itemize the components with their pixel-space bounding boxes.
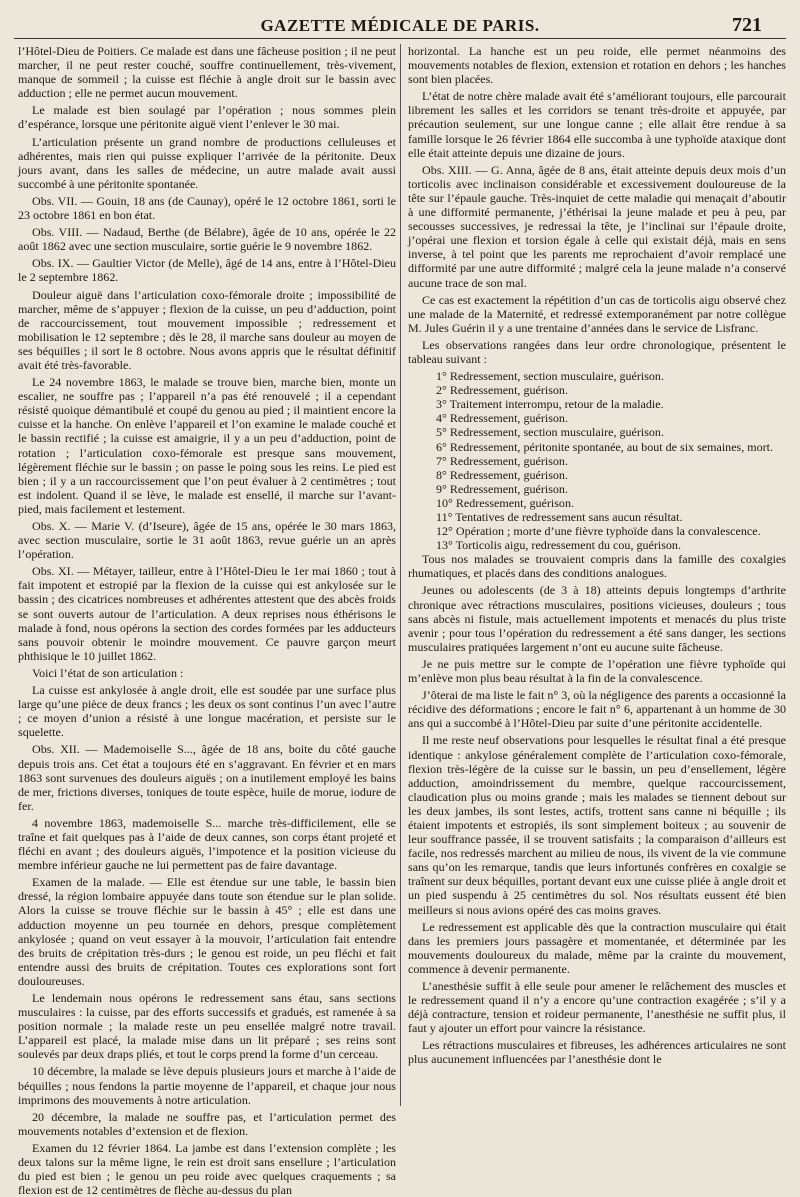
list-item: 4° Redressement, guérison. [436, 411, 568, 426]
list-item: 13° Torticolis aigu, redressement du cou, guérison. [436, 538, 681, 553]
header-rule [14, 38, 786, 39]
paragraph: Le redressement est applicable dès que la contraction musculaire qui était dans les premiers jours passagère et momentanée, et déterminée par les mouvements douloureux du malade, même par la crainte du mouvement, commence à devenir permanente. [408, 919, 786, 976]
right-column [408, 44, 786, 1108]
paragraph: Examen du 12 février 1864. La jambe est dans l’extension complète ; les deux talons sur la même ligne, le rein est droit sans ensellure ; l’articulation du pied est bien ; le genou un peu roide avec quelques craquements ; sa flexion est de 12 centimètres de flèche au-dessus du plan [18, 1140, 396, 1197]
running-head: GAZETTE MÉDICALE DE PARIS. [260, 16, 540, 35]
page-number: 721 [732, 14, 762, 36]
list-item: 5° Redressement, section musculaire, guérison. [436, 425, 664, 440]
paragraph: Voici l’état de son articulation : [32, 665, 184, 680]
list-item: 12° Opération ; morte d’une fièvre typhoïde dans la convalescence. [436, 524, 761, 539]
paragraph: Douleur aiguë dans l’articulation coxo-fémorale droite ; impossibilité de marcher, même de s’appuyer ; flexion de la cuisse, un peu d’adduction, point de raccourcissement, tout mouvement impossible ; redressement et mobilisation le 12 septembre ; dès le 28, il marche sans douleur au moyen de ses béquilles ; il sort le 8 octobre. Nous avons appris que le résultat définitif avait été très-favorable. [18, 287, 396, 372]
paragraph: L’état de notre chère malade avait été s’améliorant toujours, elle parcourait librement les salles et les corridors se tenant très-droite et appuyée, par précaution seulement, sur une longue canne ; elle allait être rendue à sa famille lorsque le 26 février 1864 elle succomba à une typhoïde ataxique dont elle était atteinte depuis une dizaine de jours. [408, 89, 786, 160]
observation-paragraph: Obs. VII. — Gouin, 18 ans (de Caunay), opéré le 12 octobre 1861, sorti le 23 octobre 1861 en bon état. [18, 193, 396, 223]
paragraph: l’Hôtel-Dieu de Poitiers. Ce malade est dans une fâcheuse position ; il ne peut marcher, il ne peut rester couché, souffre continuellement, très-vivement, manque de sommeil ; la cuisse est fléchie à angle droit sur le bassin avec adduction ; elle ne permet aucun mouvement. [18, 44, 396, 101]
paragraph: La cuisse est ankylosée à angle droit, elle est soudée par une surface plus large qu’une pièce de deux francs ; les deux os sont continus l’un avec l’autre ; ce moyen d’union a résisté à une longue macération, et persiste sur le squelette. [18, 683, 396, 740]
paragraph: Il me reste neuf observations pour lesquelles le résultat final a été presque identique : ankylose généralement complète de l’articulation coxo-fémorale, flexion très-légère de la cuisse sur le bassin, un peu d’ensellement, légère adduction, amoindrissement du membre, quelque raccourcissement, claudication plus ou moins grande ; mais les malades se tiennent debout sur les deux jambes, ils sont lestes, actifs, trottent sans canne ni béquille ; ils étaient impotents et estropiés, ils sont simplement boiteux ; au souvenir de leur souffrance passée, il se trouvent satisfaits ; la comparaison d’ailleurs est facile, nos redressés marchent au milieu de nous, ils vivent de la vie commune sans qu’on les remarque, tandis que leurs infortunés confrères en coxalgie se traînent sur deux béquilles, portant devant eux une cuisse pliée à angle droit et un pied suspendu à 25 centimètres du sol. Nos résultats eussent été bien meilleurs si nous avions opéré des cas moins graves. [408, 733, 786, 917]
list-item: 1° Redressement, section musculaire, guérison. [436, 369, 664, 384]
paragraph: 10 décembre, la malade se lève depuis plusieurs jours et marche à l’aide de béquilles ; nous fendons la partie moyenne de l’appareil, et chaque jour nous imprimons des mouvements à notre articulation. [18, 1064, 396, 1107]
page-header [0, 14, 800, 40]
list-item: 2° Redressement, guérison. [436, 383, 568, 398]
paragraph: Ce cas est exactement la répétition d’un cas de torticolis aigu observé chez une malade de la Maternité, et redressé extemporanément par notre collègue M. Jules Guérin il y a une trentaine d’années dans le service de Lisfranc. [408, 292, 786, 335]
paragraph: Examen de la malade. — Elle est étendue sur une table, le bassin bien dressé, la région lombaire appuyée dans toute son étendue sur le plan solide. Alors la cuisse se trouve fléchie sur le bassin à 45° ; elle est dans une adduction moyenne un peu tournée en dehors, presque complètement ankylosée ; quand on veut essayer à la mouvoir, l’articulation fait entendre des bruits de crépitation très-durs ; le genou est roide, un peu fléchi et fait entendre aussi des bruits de crépitation. Toutes ces explorations sont fort douloureuses. [18, 875, 396, 988]
paragraph: Jeunes ou adolescents (de 3 à 18) atteints depuis longtemps d’arthrite chronique avec rétractions musculaires, positions vicieuses, douleurs ; tous sans abcès ni fistule, mais actuellement impotents et menacés du plus triste avenir ; pour tous l’opération du redressement a été sans danger, les sections musculaires pratiquées largement n’ont eu aucune suite fâcheuse. [408, 583, 786, 654]
list-item: 7° Redressement, guérison. [436, 453, 568, 468]
results-list [408, 369, 786, 552]
paragraph: L’articulation présente un grand nombre de productions celluleuses et adhérentes, mais rien qui puisse expliquer l’arrivée de la péritonite. Deux jours avant, dans les salles de médecine, un autre malade avait aussi succombé à une péritonite spontanée. [18, 134, 396, 191]
paragraph: 20 décembre, la malade ne souffre pas, et l’articulation permet des mouvements notables d’extension et de flexion. [18, 1109, 396, 1138]
paragraph: Le 24 novembre 1863, le malade se trouve bien, marche bien, monte un escalier, ne souffre pas ; l’appareil n’a pas été renouvelé ; il a cependant résisté quoique démantibulé et coupé du genou au pied ; il maintient encore la cuisse et la hanche. On enlève l’appareil et l’on examine le malade couché et le bassin rectifié ; la cuisse est amaigrie, il y a un peu d’adduction, point de rotation ; l’articulation coxo-fémorale est presque sans mouvement, légèrement fléchie sur le bassin ; on passe le poing sous les reins. Le pied est bien ; il y a un raccourcissement que l’on peut évaluer à 2 centimètres ; tout est indolent. Quand il se lève, le malade est ensellé, il marche sur l’avant-pied, mais facilement et lestement. [18, 375, 396, 516]
list-item: 8° Redressement, guérison. [436, 467, 568, 482]
column-divider [400, 44, 401, 1106]
paragraph: 4 novembre 1863, mademoiselle S... marche très-difficilement, elle se traîne et fait quelques pas à l’aide de deux cannes, son corps étant projeté et fléchi en avant ; des douleurs aiguës, l’impotence et la position vicieuse du membre inférieur gauche ne lui permettent pas de faire davantage. [18, 815, 396, 873]
paragraph: Le malade est bien soulagé par l’opération ; nous sommes plein d’espérance, lorsque une péritonite aiguë vient l’enlever le 30 mai. [18, 103, 396, 132]
paragraph: horizontal. La hanche est un peu roide, elle permet néanmoins des mouvements notables de flexion, extension et rotation en dehors ; les hanches sont bien placées. [408, 44, 786, 87]
paragraph: Le lendemain nous opérons le redressement sans étau, sans sections musculaires : la cuisse, par des efforts successifs et gradués, est ramenée à sa position normale ; la malade reste un peu ensellée malgré notre travail. L’appareil est placé, la malade mise dans un lit préparé ; ses reins sont soulevés par deux draps pliés, et tout le corps prend la forme d’un cerceau. [18, 991, 396, 1062]
paragraph: Les rétractions musculaires et fibreuses, les adhérences articulaires ne sont plus aucunement influencées par l’anesthésie dont le [408, 1038, 786, 1067]
left-column [18, 44, 396, 1197]
paragraph: Je ne puis mettre sur le compte de l’opération une fièvre typhoïde qui m’enlève mon plus beau résultat à la fin de la convalescence. [408, 656, 786, 686]
observation-paragraph: Obs. XII. — Mademoiselle S..., âgée de 18 ans, boite du côté gauche depuis trois ans. Cet état a toujours été en s’aggravant. En février et en mars 1863 sont survenues des douleurs aiguës ; on a inutilement employé les bains de mer, frictions diverses, toniques de toute espèce, huile de morue, iodure de fer. [18, 742, 396, 813]
observation-paragraph: Obs. XI. — Métayer, tailleur, entre à l’Hôtel-Dieu le 1er mai 1860 ; tout à fait impotent et estropié par la flexion de la cuisse qui est ankylosée sur le bassin ; des cicatrices nombreuses et adhérentes attestent que des abcès froids se sont ouverts autour de l’articulation. A deux reprises nous éthérisons le malade à fond, nous opérons la section des cordes formées par les adducteurs sans pouvoir obtenir le moindre mouvement. Ce pauvre garçon meurt phthisique le 10 juillet 1862. [18, 564, 396, 663]
paragraph: L’anesthésie suffit à elle seule pour amener le relâchement des muscles et le redressement quand il n’y a encore qu’une contraction exagérée ; s’il y a déjà contracture, tension et roideur permanente, l’anesthésie ne suffit plus, il faut y ajouter un effort pour vaincre la résistance. [408, 979, 786, 1036]
list-item: 10° Redressement, guérison. [436, 495, 574, 510]
observation-paragraph: Obs. VIII. — Nadaud, Berthe (de Bélabre), âgée de 10 ans, opérée le 22 août 1862 avec une section musculaire, sortie guérie le 9 novembre 1862. [18, 225, 396, 254]
observation-paragraph: Obs. IX. — Gaultier Victor (de Melle), âgé de 14 ans, entre à l’Hôtel-Dieu le 2 septembre 1862. [18, 256, 396, 285]
paragraph: J’ôterai de ma liste le fait n° 3, où la négligence des parents a occasionné la récidive des déformations ; encore le fait n° 6, appartenant à un homme de 30 ans qui a succombé à l’Hôtel-Dieu par suite d’une péritonite accidentelle. [408, 688, 786, 731]
observation-paragraph: Obs. X. — Marie V. (d’Iseure), âgée de 15 ans, opérée le 30 mars 1863, avec section musculaire, sortie le 31 août 1863, revue guérie un an après l’opération. [18, 519, 396, 562]
list-item: 9° Redressement, guérison. [436, 481, 568, 496]
list-item: 3° Traitement interrompu, retour de la maladie. [436, 397, 664, 412]
list-item: 6° Redressement, péritonite spontanée, au bout de six semaines, mort. [436, 439, 774, 454]
observation-paragraph: Obs. XIII. — G. Anna, âgée de 8 ans, était atteinte depuis deux mois d’un torticolis avec inclinaison considérable et excessivement douloureuse de la tête sur l’épaule gauche. Très-inquiet de cette maladie qui menaçait d’aboutir à une difformité permanente, j’éthérisai la jeune malade et peu à peu, par secousses successives, je redressai la tête, je l’inclinai sur l’épaule droite, j’opérai une flexion et torsion égale à celle qui existait déjà, mais en sens inverse, à tel point que les parents me reprochaient d’avoir remplacé une difformité par une autre difformité ; malgré cela la jeune malade n’a conservé aucune trace de son mal. [408, 162, 786, 290]
paragraph: Tous nos malades se trouvaient compris dans la famille des coxalgies rhumatiques, et placés dans des conditions analogues. [408, 552, 786, 581]
list-item: 11° Tentatives de redressement sans aucun résultat. [436, 510, 683, 524]
paragraph: Les observations rangées dans leur ordre chronologique, présentent le tableau suivant : [408, 337, 786, 366]
